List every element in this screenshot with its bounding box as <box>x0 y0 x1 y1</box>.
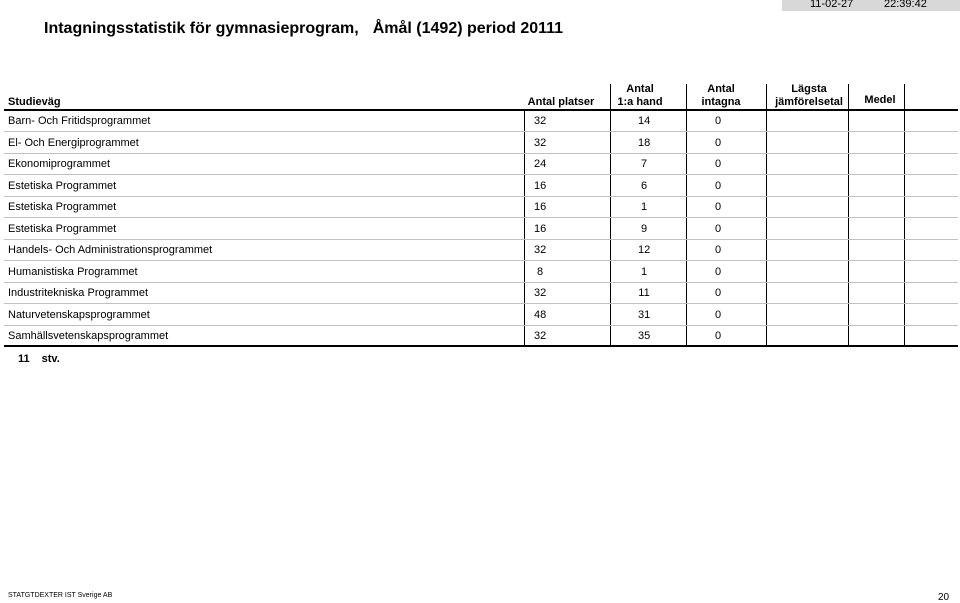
row-count <box>18 353 60 365</box>
cell-intagna: 0 <box>714 330 722 342</box>
cell-forsta-hand: 1 <box>640 201 648 213</box>
table-row <box>4 325 958 346</box>
header-bar <box>782 0 960 11</box>
cell-forsta-hand: 9 <box>640 223 648 235</box>
cell-forsta-hand: 12 <box>638 244 651 256</box>
cell-forsta-hand: 6 <box>640 180 648 192</box>
cell-studievag: Humanistiska Programmet <box>8 266 138 278</box>
cell-studievag: El- Och Energiprogrammet <box>8 137 139 149</box>
cell-studievag: Industritekniska Programmet <box>8 287 148 299</box>
cell-intagna: 0 <box>714 223 722 235</box>
cell-intagna: 0 <box>714 137 722 149</box>
cell-studievag: Barn- Och Fritidsprogrammet <box>8 115 151 127</box>
cell-platser: 8 <box>536 266 544 278</box>
col-header-lagsta-line2: jämförelsetal <box>775 96 843 108</box>
col-header-platser: Antal platser <box>527 96 595 108</box>
cell-intagna: 0 <box>714 244 722 256</box>
cell-studievag: Estetiska Programmet <box>8 223 117 235</box>
table-row <box>4 239 958 261</box>
table-row <box>4 110 958 132</box>
col-header-studievag: Studieväg <box>8 96 61 108</box>
cell-studievag: Samhällsvetenskapsprogrammet <box>8 330 169 342</box>
footer-brand: STATGTDEXTER IST Sverige AB <box>8 592 113 599</box>
row-count-unit: stv. <box>41 353 60 365</box>
cell-platser: 32 <box>534 115 547 127</box>
cell-intagna: 0 <box>714 287 722 299</box>
cell-studievag: Ekonomiprogrammet <box>8 158 111 170</box>
cell-platser: 32 <box>534 287 547 299</box>
cell-platser: 24 <box>534 158 547 170</box>
cell-intagna: 0 <box>714 158 722 170</box>
cell-studievag: Naturvetenskapsprogrammet <box>8 309 150 321</box>
title-school: Åmål (1492) period 20111 <box>372 20 564 37</box>
cell-forsta-hand: 14 <box>638 115 651 127</box>
page-number: 20 <box>938 592 950 603</box>
cell-forsta-hand: 7 <box>640 158 648 170</box>
cell-platser: 16 <box>534 180 547 192</box>
table-row <box>4 282 958 304</box>
table-row <box>4 132 958 154</box>
col-header-intagna-line1: Antal <box>707 83 735 95</box>
cell-studievag: Handels- Och Administrationsprogrammet <box>8 244 213 256</box>
cell-platser: 32 <box>534 137 547 149</box>
cell-intagna: 0 <box>714 309 722 321</box>
table-bottom-rule <box>4 345 958 347</box>
cell-intagna: 0 <box>714 266 722 278</box>
col-header-hand-line1: Antal <box>626 83 654 95</box>
table-row <box>4 261 958 283</box>
report-date: 11-02-27 <box>810 0 854 10</box>
col-header-intagna <box>690 83 752 109</box>
cell-platser: 16 <box>534 201 547 213</box>
cell-forsta-hand: 11 <box>638 287 650 299</box>
title-text: Intagningsstatistik för gymnasieprogram, <box>44 20 359 37</box>
report-time: 22:39:42 <box>884 0 927 10</box>
cell-intagna: 0 <box>714 115 722 127</box>
cell-forsta-hand: 18 <box>638 137 651 149</box>
table-row <box>4 153 958 175</box>
cell-studievag: Estetiska Programmet <box>8 180 117 192</box>
cell-forsta-hand: 31 <box>638 309 651 321</box>
page-title <box>44 20 563 38</box>
table-row <box>4 218 958 240</box>
cell-intagna: 0 <box>714 180 722 192</box>
table-row <box>4 175 958 197</box>
cell-platser: 32 <box>534 330 547 342</box>
table-row <box>4 304 958 326</box>
col-header-intagna-line2: intagna <box>701 96 741 108</box>
cell-forsta-hand: 35 <box>638 330 651 342</box>
cell-platser: 16 <box>534 223 547 235</box>
cell-studievag: Estetiska Programmet <box>8 201 117 213</box>
cell-platser: 48 <box>534 309 547 321</box>
cell-platser: 32 <box>534 244 547 256</box>
table-row <box>4 196 958 218</box>
cell-intagna: 0 <box>714 201 722 213</box>
col-header-lagsta <box>766 83 852 109</box>
cell-forsta-hand: 1 <box>640 266 648 278</box>
col-header-forsta-hand <box>610 83 670 109</box>
col-header-hand-line2: 1:a hand <box>617 96 663 108</box>
col-header-lagsta-line1: Lägsta <box>791 83 827 95</box>
col-header-medel: Medel <box>864 94 896 106</box>
row-count-value: 11 <box>18 353 30 365</box>
